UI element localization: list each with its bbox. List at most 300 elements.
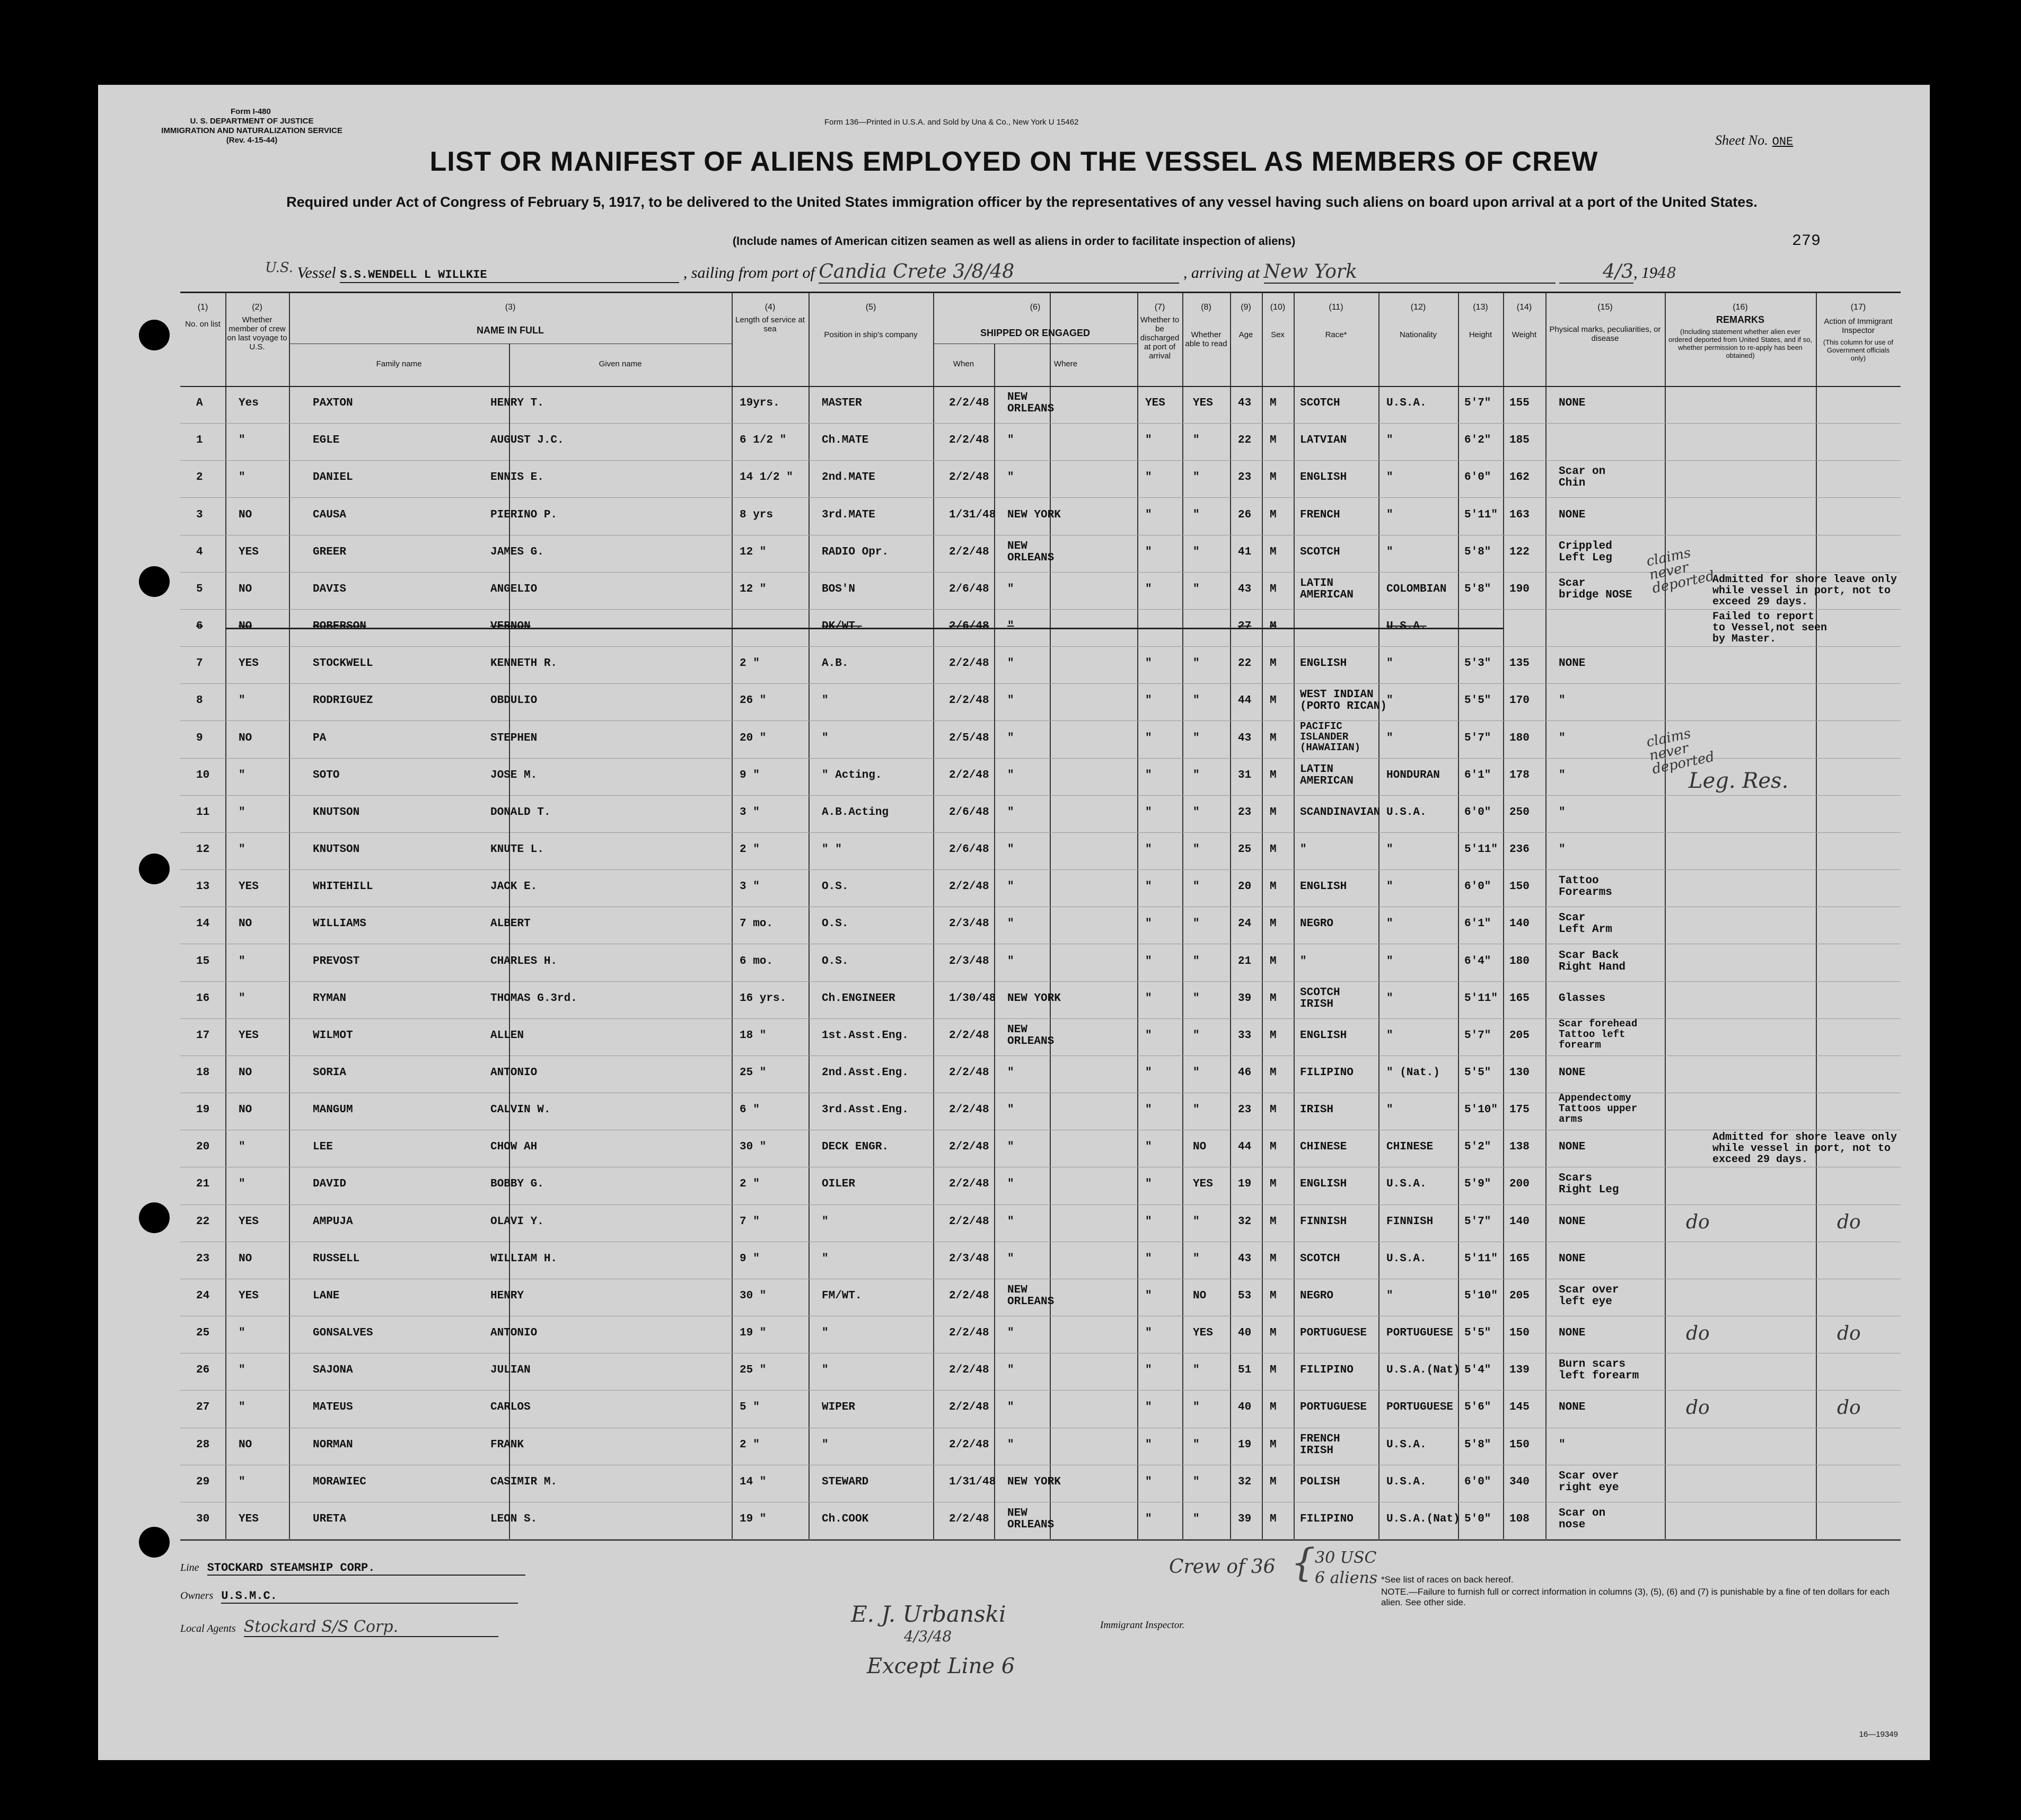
cell-marks: Tattoo Forearms <box>1559 875 1612 899</box>
instruction-line: (Include names of American citizen seamen as well as aliens in order to facilitate inspection of aliens) <box>732 234 1296 248</box>
column-rule <box>289 293 290 1539</box>
year-prefix: , 19 <box>1633 264 1658 282</box>
cell-when: 2/3/48 <box>949 1252 989 1265</box>
cell-where: NEW YORK <box>1007 508 1061 521</box>
cell-family: SORIA <box>313 1066 347 1079</box>
cell-service: 12 " <box>740 583 767 595</box>
column-rule <box>1458 293 1459 1539</box>
cell-given: CASIMIR M. <box>490 1475 558 1488</box>
cell-sex: M <box>1270 1178 1277 1191</box>
cell-last: YES <box>239 1513 259 1525</box>
cell-action: do <box>1837 1211 1861 1233</box>
cell-no: 26 <box>196 1364 210 1377</box>
cell-where: " <box>1007 1141 1014 1154</box>
cell-marks: NONE <box>1559 657 1586 670</box>
cell-where: " <box>1007 583 1014 595</box>
cell-family: PA <box>313 732 327 744</box>
cell-read: " <box>1193 546 1200 558</box>
vessel-name: S.S.WENDELL L WILLKIE <box>340 268 487 282</box>
crew-table <box>180 292 1901 1541</box>
cell-marks: NONE <box>1559 508 1586 521</box>
cell-nationality: CHINESE <box>1386 1141 1434 1154</box>
sheet-number-value: ONE <box>1772 135 1794 148</box>
cell-age: 33 <box>1238 1029 1252 1042</box>
cell-weight: 155 <box>1509 397 1530 410</box>
cell-where: " <box>1007 1104 1014 1116</box>
cell-height: 5'7" <box>1464 397 1491 410</box>
cell-sex: M <box>1270 806 1277 819</box>
row-rule <box>180 646 1901 647</box>
cell-race: NEGRO <box>1300 1289 1334 1302</box>
cell-sex: M <box>1270 1513 1277 1525</box>
cell-position: DECK ENGR. <box>822 1141 889 1154</box>
cell-given: WILLIAM H. <box>490 1252 558 1265</box>
header-no-on-list: No. on list <box>185 320 221 329</box>
cell-race: NEGRO <box>1300 918 1334 930</box>
row-rule <box>180 1018 1901 1019</box>
cell-race: LATIN AMERICAN <box>1300 763 1354 787</box>
line-field: Line STOCKARD STEAMSHIP CORP. <box>180 1561 525 1576</box>
cell-nationality: " <box>1386 992 1393 1005</box>
cell-given: ENNIS E. <box>490 471 544 484</box>
column-rule <box>1816 293 1817 1539</box>
cell-sex: M <box>1270 843 1277 856</box>
column-number: (8) <box>1201 303 1211 312</box>
cell-marks: Scar bridge NOSE <box>1559 577 1632 601</box>
cell-given: FRANK <box>490 1438 524 1451</box>
cell-last: " <box>239 434 245 447</box>
cell-given: CHARLES H. <box>490 955 558 968</box>
cell-last: " <box>239 1475 245 1488</box>
cell-position: O.S. <box>822 918 849 930</box>
cell-no: 14 <box>196 918 210 930</box>
cell-sex: M <box>1270 769 1277 781</box>
column-rule <box>1050 293 1051 1539</box>
vessel-prefix-handwritten: U.S. <box>265 260 293 276</box>
row-rule <box>180 832 1901 833</box>
cell-when: 2/2/48 <box>949 881 989 893</box>
department: U. S. DEPARTMENT OF JUSTICE <box>190 117 314 126</box>
cell-given: ANTONIO <box>490 1066 538 1079</box>
cell-race: ENGLISH <box>1300 881 1347 893</box>
cell-last: " <box>239 843 245 856</box>
cell-given: CARLOS <box>490 1401 531 1414</box>
cell-no: 2 <box>196 471 203 484</box>
claims-never-deported-note: claims never deported <box>1645 725 1716 778</box>
cell-discharged: " <box>1145 471 1152 484</box>
cell-when: 2/2/48 <box>949 1438 989 1451</box>
cell-read: " <box>1193 1029 1200 1042</box>
cell-weight: 185 <box>1509 434 1530 447</box>
cell-last: " <box>239 1327 245 1340</box>
cell-weight: 165 <box>1509 992 1530 1005</box>
cell-nationality: " (Nat.) <box>1386 1066 1440 1079</box>
cell-discharged: " <box>1145 955 1152 968</box>
cell-age: 44 <box>1238 1141 1252 1154</box>
cell-weight: 205 <box>1509 1289 1530 1302</box>
cell-height: 5'7" <box>1464 732 1491 744</box>
cell-weight: 135 <box>1509 657 1530 670</box>
cell-service: 2 " <box>740 1178 760 1191</box>
cell-last: " <box>239 806 245 819</box>
cell-where: " <box>1007 1215 1014 1228</box>
cell-when: 2/2/48 <box>949 1215 989 1228</box>
cell-when: 2/6/48 <box>949 583 989 595</box>
cell-age: 22 <box>1238 434 1252 447</box>
cell-sex: M <box>1270 1252 1277 1265</box>
cell-height: 6'4" <box>1464 955 1491 968</box>
cell-read: " <box>1193 1215 1200 1228</box>
cell-service: 19yrs. <box>740 397 780 410</box>
cell-family: DANIEL <box>313 471 353 484</box>
cell-nationality: " <box>1386 657 1393 670</box>
cell-no: 30 <box>196 1513 210 1525</box>
cell-age: 31 <box>1238 769 1252 781</box>
cell-no: 28 <box>196 1438 210 1451</box>
cell-position: Ch.ENGINEER <box>822 992 895 1005</box>
cell-family: URETA <box>313 1513 347 1525</box>
cell-family: RYMAN <box>313 992 347 1005</box>
cell-service: 2 " <box>740 843 760 856</box>
cell-no: 24 <box>196 1289 210 1302</box>
cell-nationality: " <box>1386 546 1393 558</box>
cell-read: " <box>1193 1066 1200 1079</box>
cell-family: GREER <box>313 546 347 558</box>
cell-last: NO <box>239 583 252 595</box>
cell-service: 14 1/2 " <box>740 471 793 484</box>
cell-age: 40 <box>1238 1401 1252 1414</box>
cell-weight: 108 <box>1509 1513 1530 1525</box>
cell-no: 4 <box>196 546 203 558</box>
cell-service: 7 " <box>740 1215 760 1228</box>
row-rule <box>180 981 1901 982</box>
cell-height: 5'11" <box>1464 508 1498 521</box>
sailing-label: , sailing from port of <box>683 264 815 282</box>
cell-discharged: " <box>1145 1364 1152 1377</box>
cell-nationality: U.S.A.(Nat) <box>1386 1364 1460 1377</box>
cell-race: LATIN AMERICAN <box>1300 577 1354 601</box>
cell-nationality: COLOMBIAN <box>1386 583 1447 595</box>
cell-nationality: PORTUGUESE <box>1386 1401 1454 1414</box>
cell-weight: 150 <box>1509 1438 1530 1451</box>
cell-sex: M <box>1270 397 1277 410</box>
cell-family: GONSALVES <box>313 1327 373 1340</box>
cell-position: A.B. <box>822 657 849 670</box>
cell-marks: Burn scars left forearm <box>1559 1358 1639 1383</box>
cell-no: 5 <box>196 583 203 595</box>
column-number: (17) <box>1850 303 1866 312</box>
cell-discharged: " <box>1145 1066 1152 1079</box>
form-number: Form I-480 <box>231 107 271 116</box>
cell-when: 2/2/48 <box>949 1066 989 1079</box>
cell-where: " <box>1007 806 1014 819</box>
row-rule <box>180 1204 1901 1205</box>
cell-position: " <box>822 1215 829 1228</box>
cell-marks: Scar on Chin <box>1559 465 1606 490</box>
cell-race: FRENCH IRISH <box>1300 1432 1340 1457</box>
cell-family: SAJONA <box>313 1364 353 1377</box>
name-split-rule <box>509 344 510 1539</box>
column-number: (3) <box>505 303 516 312</box>
cell-weight: 236 <box>1509 843 1530 856</box>
cell-given: ANTONIO <box>490 1327 538 1340</box>
binder-hole <box>139 566 170 597</box>
cell-read: " <box>1193 1438 1200 1451</box>
cell-no: 10 <box>196 769 210 781</box>
cell-marks: " <box>1559 843 1566 856</box>
cell-height: 5'0" <box>1464 1513 1491 1525</box>
agents-field: Local Agents Stockard S/S Corp. <box>180 1617 498 1637</box>
column-rule <box>933 293 934 1539</box>
cell-service: 6 mo. <box>740 955 774 968</box>
cell-read: " <box>1193 434 1200 447</box>
header-shipped-or-engaged: SHIPPED OR ENGAGED <box>980 328 1091 338</box>
cell-given: ALLEN <box>490 1029 524 1042</box>
cell-given: KENNETH R. <box>490 657 558 670</box>
cell-when: 2/3/48 <box>949 955 989 968</box>
cell-read: " <box>1193 471 1200 484</box>
cell-height: 5'3" <box>1464 657 1491 670</box>
cell-read: " <box>1193 955 1200 968</box>
cell-marks: NONE <box>1559 1252 1586 1265</box>
cell-service: 6 1/2 " <box>740 434 787 447</box>
cell-read: " <box>1193 1475 1200 1488</box>
cell-weight: 162 <box>1509 471 1530 484</box>
cell-where: " <box>1007 1252 1014 1265</box>
cell-discharged: " <box>1145 583 1152 595</box>
cell-service: 2 " <box>740 1438 760 1451</box>
cell-weight: 200 <box>1509 1178 1530 1191</box>
cell-service: 2 " <box>740 657 760 670</box>
cell-when: 2/2/48 <box>949 1029 989 1042</box>
cell-age: 19 <box>1238 1178 1252 1191</box>
service: IMMIGRATION AND NATURALIZATION SERVICE <box>161 126 342 135</box>
cell-race: WEST INDIAN (PORTO RICAN) <box>1300 689 1387 713</box>
cell-no: 6 <box>196 620 203 633</box>
cell-position: " <box>822 1252 829 1265</box>
crew-count-note: Crew of 36 <box>1169 1556 1276 1578</box>
cell-sex: M <box>1270 1401 1277 1414</box>
cell-nationality: HONDURAN <box>1386 769 1440 781</box>
cell-when: 2/2/48 <box>949 1364 989 1377</box>
revision: (Rev. 4-15-44) <box>226 136 278 145</box>
cell-sex: M <box>1270 1066 1277 1079</box>
cell-weight: 150 <box>1509 881 1530 893</box>
cell-given: PIERINO P. <box>490 508 558 521</box>
cell-height: 6'2" <box>1464 434 1491 447</box>
cell-height: 5'10" <box>1464 1104 1498 1116</box>
cell-remarks: do <box>1686 1323 1710 1345</box>
cell-family: DAVID <box>313 1178 347 1191</box>
column-rule <box>1545 293 1546 1539</box>
cell-weight: 139 <box>1509 1364 1530 1377</box>
cell-where: NEW ORLEANS <box>1007 540 1055 564</box>
cell-nationality: " <box>1386 694 1393 707</box>
cell-discharged: " <box>1145 1327 1152 1340</box>
cell-race: SCOTCH <box>1300 1252 1340 1265</box>
header-where: Where <box>1053 359 1078 368</box>
cell-no: 12 <box>196 843 210 856</box>
cell-marks: Scar forehead Tattoo left forearm <box>1559 1017 1638 1051</box>
cell-position: " <box>822 1364 829 1377</box>
cell-sex: M <box>1270 1475 1277 1488</box>
cell-where: NEW YORK <box>1007 1475 1061 1488</box>
cell-weight: 170 <box>1509 694 1530 707</box>
cell-discharged: " <box>1145 434 1152 447</box>
cell-family: KNUTSON <box>313 806 360 819</box>
cell-height: 6'0" <box>1464 1475 1491 1488</box>
cell-when: 2/2/48 <box>949 434 989 447</box>
cell-where: " <box>1007 1178 1014 1191</box>
cell-no: 20 <box>196 1141 210 1154</box>
cell-marks: NONE <box>1559 1327 1586 1340</box>
cell-weight: 165 <box>1509 1252 1530 1265</box>
cell-no: 17 <box>196 1029 210 1042</box>
cell-when: 2/2/48 <box>949 1104 989 1116</box>
cell-no: 21 <box>196 1178 210 1191</box>
sailing-from: Candia Crete 3/8/48 <box>819 261 1015 283</box>
cell-read: " <box>1193 918 1200 930</box>
cell-last: " <box>239 1401 245 1414</box>
sheet-number: Sheet No. ONE <box>1715 133 1794 148</box>
races-note: *See list of races on back hereof. <box>1381 1575 1514 1585</box>
cell-last: YES <box>239 1289 259 1302</box>
cell-when: 2/2/48 <box>949 1513 989 1525</box>
cell-family: RUSSELL <box>313 1252 360 1265</box>
cell-sex: M <box>1270 732 1277 744</box>
cell-discharged: " <box>1145 843 1152 856</box>
cell-race: ENGLISH <box>1300 657 1347 670</box>
cell-where: " <box>1007 471 1014 484</box>
cell-when: 2/2/48 <box>949 397 989 410</box>
cell-last: YES <box>239 546 259 558</box>
cell-height: 5'7" <box>1464 1029 1491 1042</box>
cell-service: 6 " <box>740 1104 760 1116</box>
cell-race: ENGLISH <box>1300 1029 1347 1042</box>
cell-height: 6'0" <box>1464 471 1491 484</box>
cell-family: KNUTSON <box>313 843 360 856</box>
penalty-note: NOTE.—Failure to furnish full or correct information in columns (3), (5), (6) and (7) is punishable by a fine of ten dollars for each alien. See other side. <box>1381 1587 1890 1607</box>
cell-given: THOMAS G.3rd. <box>490 992 577 1005</box>
cell-given: HENRY T. <box>490 397 544 410</box>
cell-age: 23 <box>1238 806 1252 819</box>
column-rule <box>1665 293 1666 1539</box>
cell-family: SOTO <box>313 769 340 781</box>
inspector-sign-date: 4/3/48 <box>904 1628 952 1645</box>
cell-height: 5'7" <box>1464 1215 1491 1228</box>
cell-given: JULIAN <box>490 1364 531 1377</box>
cell-service: 3 " <box>740 881 760 893</box>
header-given-name: Given name <box>599 359 642 368</box>
act-subtitle: Required under Act of Congress of February 5, 1917, to be delivered to the United States immigration officer by the representatives of any vessel having such aliens on board upon arrival at a port of the United States. <box>286 194 1758 210</box>
cell-family: MANGUM <box>313 1104 353 1116</box>
cell-age: 32 <box>1238 1475 1252 1488</box>
cell-when: 2/2/48 <box>949 1401 989 1414</box>
cell-position: RADIO Opr. <box>822 546 889 558</box>
cell-last: NO <box>239 1066 252 1079</box>
cell-no: 11 <box>196 806 210 819</box>
cell-sex: M <box>1270 546 1277 558</box>
cell-family: LANE <box>313 1289 340 1302</box>
cell-discharged: " <box>1145 508 1152 521</box>
cell-weight: 180 <box>1509 732 1530 744</box>
cell-race: SCOTCH <box>1300 397 1340 410</box>
cell-no: 7 <box>196 657 203 670</box>
cell-discharged: " <box>1145 992 1152 1005</box>
cell-sex: M <box>1270 583 1277 595</box>
cell-sex: M <box>1270 1029 1277 1042</box>
binder-hole <box>139 1202 170 1233</box>
cell-age: 27 <box>1238 620 1252 633</box>
cell-sex: M <box>1270 1289 1277 1302</box>
cell-weight: 150 <box>1509 1327 1530 1340</box>
cell-given: ALBERT <box>490 918 531 930</box>
cell-discharged: " <box>1145 769 1152 781</box>
shipped-split-rule <box>994 344 995 1539</box>
row-rule <box>180 460 1901 461</box>
cell-position: A.B.Acting <box>822 806 889 819</box>
header-nationality: Nationality <box>1399 330 1437 339</box>
cell-given: OBDULIO <box>490 694 538 707</box>
column-rule <box>1230 293 1231 1539</box>
cell-service: 18 " <box>740 1029 767 1042</box>
cell-nationality: U.S.A. <box>1386 1252 1427 1265</box>
cell-height: 5'5" <box>1464 1066 1491 1079</box>
header-weight: Weight <box>1512 330 1537 339</box>
cell-given: VERNON <box>490 620 531 633</box>
cell-when: 2/6/48 <box>949 620 989 633</box>
cell-read: " <box>1193 843 1200 856</box>
cell-position: MASTER <box>822 397 862 410</box>
cell-no: 22 <box>196 1215 210 1228</box>
cell-read: " <box>1193 1364 1200 1377</box>
cell-nationality: " <box>1386 955 1393 968</box>
column-number: (7) <box>1154 303 1165 312</box>
cell-height: 5'11" <box>1464 992 1498 1005</box>
cell-sex: M <box>1270 620 1277 633</box>
cell-sex: M <box>1270 992 1277 1005</box>
cell-read: " <box>1193 694 1200 707</box>
header-family-name: Family name <box>376 359 422 368</box>
cell-family: AMPUJA <box>313 1215 353 1228</box>
cell-discharged: " <box>1145 881 1152 893</box>
row-rule <box>180 1539 1901 1540</box>
cell-nationality: " <box>1386 918 1393 930</box>
cell-weight: 138 <box>1509 1141 1530 1154</box>
cell-nationality: U.S.A. <box>1386 397 1427 410</box>
cell-nationality: U.S.A. <box>1386 806 1427 819</box>
cell-discharged: " <box>1145 1401 1152 1414</box>
cell-read: NO <box>1193 1289 1207 1302</box>
header-discharged: Whether to be discharged at port of arrival <box>1140 315 1180 361</box>
cell-where: NEW YORK <box>1007 992 1061 1005</box>
cell-weight: 190 <box>1509 583 1530 595</box>
header-height: Height <box>1469 330 1492 339</box>
cell-read: " <box>1193 583 1200 595</box>
cell-where: " <box>1007 1066 1014 1079</box>
cell-position: STEWARD <box>822 1475 869 1488</box>
printer-line: Form 136—Printed in U.S.A. and Sold by Una & Co., New York U 15462 <box>824 118 1079 127</box>
cell-height: 5'8" <box>1464 546 1491 558</box>
cell-no: 3 <box>196 508 203 521</box>
cell-nationality: U.S.A. <box>1386 620 1427 633</box>
cell-given: JAMES G. <box>490 546 544 558</box>
cell-marks: NONE <box>1559 1401 1586 1414</box>
cell-position: Ch.COOK <box>822 1513 869 1525</box>
cell-where: " <box>1007 620 1014 633</box>
cell-sex: M <box>1270 1364 1277 1377</box>
column-rule <box>225 293 226 1539</box>
